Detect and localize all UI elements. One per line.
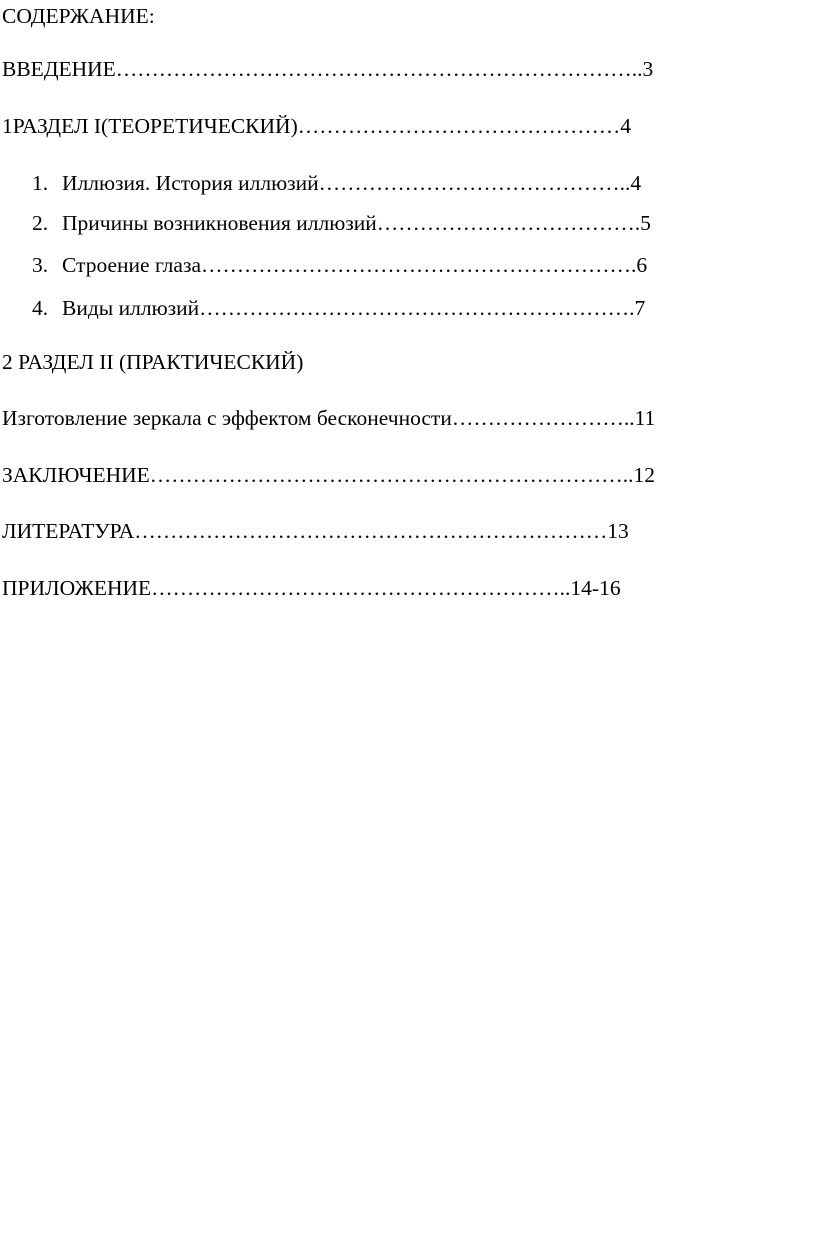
toc-item-text: Иллюзия. История иллюзий……………………………………..4 [62, 171, 642, 195]
toc-section-2: 2 РАЗДЕЛ II (ПРАКТИЧЕСКИЙ) [2, 350, 304, 374]
toc-mirror: Изготовление зеркала с эффектом бесконечности……………………..11 [2, 406, 656, 430]
toc-item-3 [32, 255, 647, 277]
toc-item-2 [32, 213, 651, 235]
toc-item-1 [32, 173, 641, 195]
toc-item-text: Причины возникновения иллюзий……………………………….5 [62, 211, 651, 235]
toc-item-text: Виды иллюзий…………………………………………………….7 [62, 296, 646, 320]
toc-item-number: 1. [32, 171, 49, 195]
toc-title: СОДЕРЖАНИЕ: [2, 4, 155, 28]
toc-item-4 [32, 298, 645, 320]
toc-item-number: 3. [32, 253, 49, 277]
toc-conclusion: ЗАКЛЮЧЕНИЕ…………………………………………………………..12 [2, 463, 656, 487]
toc-appendix: ПРИЛОЖЕНИЕ…………………………………………………..14-16 [2, 576, 621, 600]
toc-section-1: 1РАЗДЕЛ I(ТЕОРЕТИЧЕСКИЙ)………………………………………4 [2, 114, 631, 138]
toc-intro: ВВЕДЕНИЕ………………………………………………………………..3 [2, 57, 654, 81]
toc-item-text: Строение глаза…………………………………………………….6 [62, 253, 648, 277]
toc-item-number: 2. [32, 211, 49, 235]
toc-item-number: 4. [32, 296, 49, 320]
toc-literature: ЛИТЕРАТУРА…………………………………………………………13 [2, 519, 629, 543]
